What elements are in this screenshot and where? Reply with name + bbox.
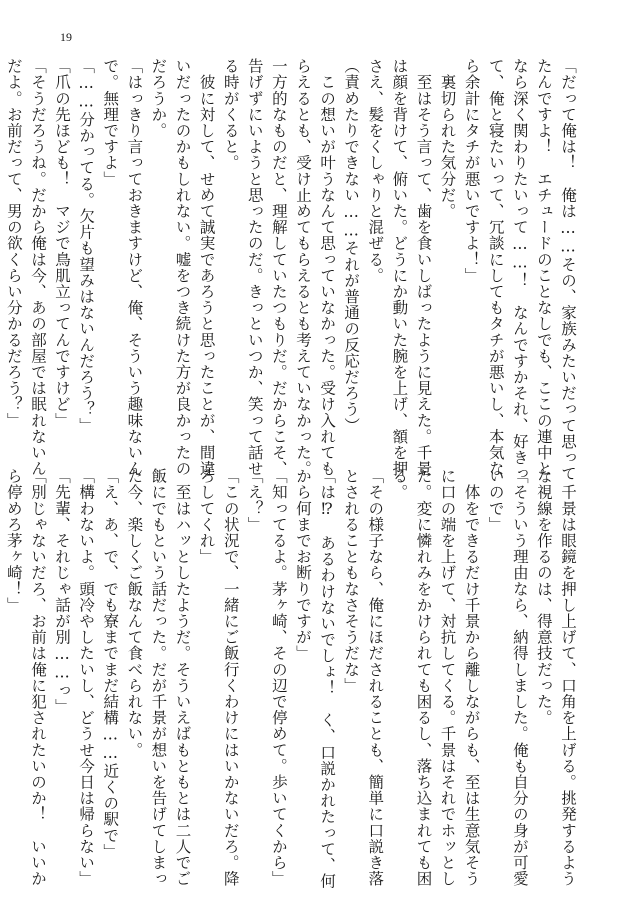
text-column: る。 bbox=[390, 468, 409, 501]
text-column: 一方的なものだと、理解していたつもりだ。だからこそ、 bbox=[269, 58, 288, 477]
text-column: 千景は眼鏡を押し上げて、口角を上げる。挑発するよう bbox=[559, 468, 577, 887]
text-column: なら深く関わりたいって……！ なんですかそれ、好きっ bbox=[510, 58, 529, 482]
text-column: な視線を作るのは、得意技だった。 bbox=[534, 468, 553, 726]
text-column: に口の端を上げて、対抗してくる。千景はそれでホッとし bbox=[438, 468, 457, 887]
text-column: だよ。お前だって、男の欲くらい分かるだろう？」 bbox=[4, 58, 23, 429]
text-column: とされることもなさそうだな」 bbox=[342, 468, 361, 694]
text-column: 「……分かってる。欠片も望みはないんだろう？」 bbox=[77, 58, 96, 434]
text-column: ろしてくれ」 bbox=[197, 468, 216, 565]
text-column: た。変に憐れみをかけられても困るし、落ち込まれても困 bbox=[414, 468, 433, 887]
text-column: いので」 bbox=[486, 468, 505, 533]
text-column: 至はハッとしたようだ。そういえばもともとは二人でご bbox=[173, 468, 192, 887]
text-column: さえ、髪をくしゃりと混ぜる。 bbox=[366, 58, 385, 284]
text-column: た今、楽しくご飯なんて食べられない。 bbox=[125, 468, 144, 758]
text-tier-bottom bbox=[4, 468, 580, 890]
text-column: る時がくると。 bbox=[221, 58, 240, 171]
text-column: 裏切られた気分だ。 bbox=[438, 58, 457, 219]
text-tier-top bbox=[4, 58, 580, 482]
text-column: 「だって俺は！ 俺は……その、家族みたいだって思って bbox=[559, 58, 577, 482]
text-column: 「そういう理由なら、納得しました。俺も自分の身が可愛 bbox=[510, 468, 529, 887]
text-column: 至はそう言って、歯を食いしばったように見えた。千景 bbox=[414, 58, 433, 477]
text-column: 「先輩、それじゃ話が別……っ」 bbox=[53, 468, 72, 715]
text-column: 「構わないよ。頭冷やしたいし、どうせ今日は帰らない」 bbox=[77, 468, 96, 887]
page-number: 19 bbox=[60, 30, 72, 44]
text-column: から何までお断りですが」 bbox=[293, 468, 312, 662]
text-column: らえるとも、受け止めてもらえるとも考えていなかった。 bbox=[293, 58, 312, 477]
text-column: 「知ってるよ。茅ヶ崎、その辺で停めて。歩いてくから」 bbox=[269, 468, 288, 887]
text-column: （責めたりできない……それが普通の反応だろう） bbox=[342, 58, 361, 434]
text-column: 「え、あ、で、でも寮までまだ結構……近くの駅で」 bbox=[101, 468, 120, 860]
text-column: この想いが叶うなんて思っていなかった。受け入れても bbox=[318, 58, 337, 477]
text-column: ら停めろ茅ヶ崎！」 bbox=[4, 468, 23, 613]
text-column: は顔を背けて、俯いた。どうにか動いた腕を上げ、額を押 bbox=[390, 58, 409, 477]
text-column: いだったのかもしれない。嘘をつき続けた方が良かったの bbox=[173, 58, 192, 477]
text-column: 「別じゃないだろ、お前は俺に犯されたいのか！ いいか bbox=[28, 468, 47, 887]
text-column: 「え？」 bbox=[245, 468, 264, 533]
text-column: 飯にでもという話だった。だが千景が想いを告げてしまっ bbox=[149, 468, 168, 887]
text-column: 「は⁉ あるわけないでしょ！ く、口説かれたって、何 bbox=[318, 468, 337, 890]
text-column: 「この状況で、一緒にご飯行くわけにはいかないだろ。降 bbox=[221, 468, 240, 887]
text-column: ら余計にタチが悪いですよ！」 bbox=[462, 58, 481, 284]
text-column: 「爪の先ほども！ マジで鳥肌立ってんですけど」 bbox=[53, 58, 72, 429]
text-column: て、俺と寝たいって、冗談にしてもタチが悪いし、本気な bbox=[486, 58, 505, 477]
text-column: 告げずにいようと思ったのだ。きっといつか、笑って話せ bbox=[245, 58, 264, 477]
text-column: 「そうだろうね。だから俺は今、あの部屋では眠れないん bbox=[28, 58, 47, 477]
text-column: 彼に対して、せめて誠実であろうと思ったことが、間違 bbox=[197, 58, 216, 477]
text-column: 「はっきり言っておきますけど、俺、そういう趣味ないん bbox=[125, 58, 144, 477]
text-column: 体をできるだけ千景から離しながらも、至は生意気そう bbox=[462, 468, 481, 887]
text-column: 「その様子なら、俺にほだされることも、簡単に口説き落 bbox=[366, 468, 385, 887]
text-column: たんですよ！ エチュードのことなしでも、ここの連中と bbox=[534, 58, 553, 477]
text-column: で。無理ですよ」 bbox=[101, 58, 120, 187]
text-column: だろうか。 bbox=[149, 58, 168, 139]
